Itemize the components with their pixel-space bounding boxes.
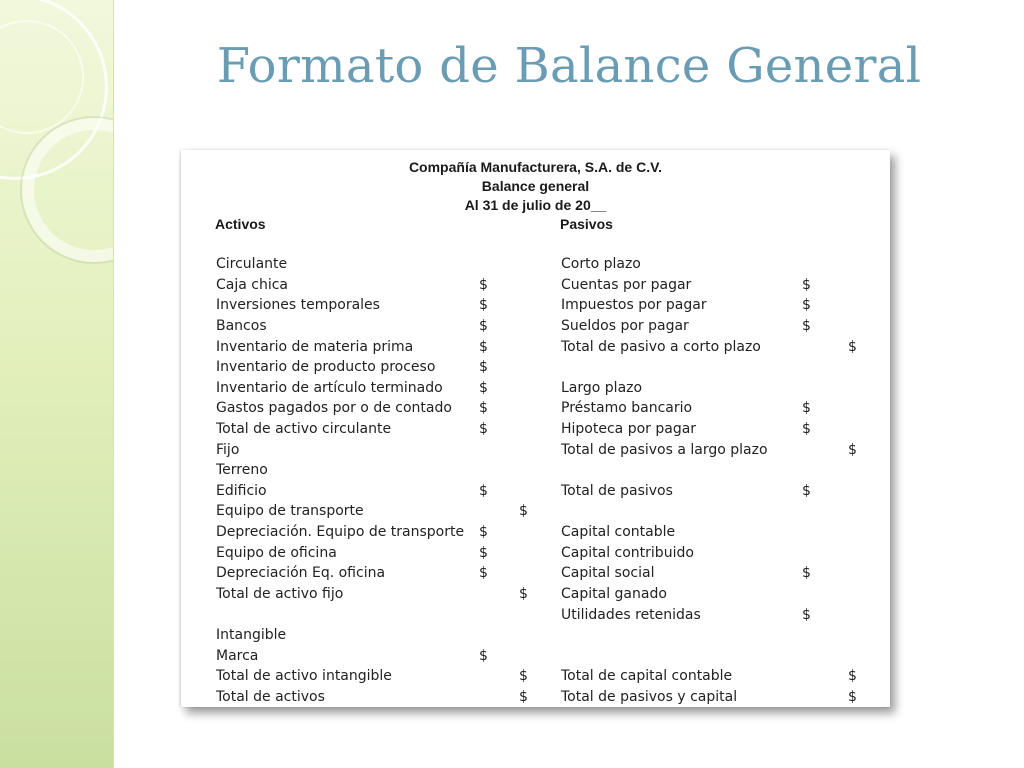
amount-column-1: $ — [479, 524, 488, 541]
liability-line — [561, 522, 861, 542]
amount-column-1: $ — [479, 276, 488, 293]
asset-line — [216, 357, 546, 377]
amount-column-1: $ — [479, 565, 488, 582]
liability-line — [561, 605, 861, 625]
asset-line — [216, 440, 546, 460]
liabilities-heading: Pasivos — [560, 216, 613, 232]
liability-line-label: Total de pasivo a corto plazo — [561, 338, 761, 355]
asset-line-label: Inversiones temporales — [216, 297, 380, 314]
decorative-sidebar — [0, 0, 114, 768]
liability-line — [561, 584, 861, 604]
asset-line-label: Inventario de materia prima — [216, 338, 414, 355]
liability-line-label: Total de pasivos — [561, 482, 673, 499]
asset-line-label: Depreciación. Equipo de transporte — [216, 524, 465, 541]
amount-column-2: $ — [519, 503, 528, 520]
asset-line-label: Total de activo fijo — [216, 585, 344, 602]
asset-line — [216, 337, 546, 357]
liability-line — [561, 398, 861, 418]
asset-line — [216, 646, 546, 666]
amount-column-1: $ — [802, 606, 811, 623]
asset-line — [216, 625, 546, 645]
liability-line-label: Utilidades retenidas — [561, 606, 701, 623]
liability-line — [561, 563, 861, 583]
liability-line — [561, 543, 861, 563]
liability-line — [561, 646, 861, 666]
liability-line-label: Total de pasivos y capital — [561, 689, 738, 705]
liability-line-label: Total de pasivos a largo plazo — [561, 441, 768, 458]
asset-line-label: Bancos — [216, 317, 267, 334]
asset-line — [216, 254, 546, 274]
asset-line — [216, 419, 546, 439]
liability-line — [561, 460, 861, 480]
liability-line-label: Capital ganado — [561, 585, 667, 602]
asset-line — [216, 584, 546, 604]
liability-line — [561, 440, 861, 460]
liability-line-label: Largo plazo — [561, 379, 643, 396]
asset-line-label: Inventario de artículo terminado — [216, 379, 443, 396]
amount-column-2: $ — [848, 441, 857, 458]
liability-line — [561, 419, 861, 439]
liability-line-label: Corto plazo — [561, 256, 641, 272]
liability-line — [561, 254, 861, 274]
liability-line-label: Capital contribuido — [561, 544, 694, 561]
liability-line — [561, 625, 861, 645]
liability-line — [561, 357, 861, 377]
asset-line-label: Marca — [216, 647, 259, 664]
liability-line — [561, 481, 861, 501]
amount-column-2: $ — [848, 338, 857, 355]
amount-column-2: $ — [848, 689, 857, 705]
amount-column-1: $ — [479, 482, 488, 499]
asset-line-label: Depreciación Eq. oficina — [216, 565, 386, 582]
asset-line-label: Circulante — [216, 256, 288, 272]
amount-column-1: $ — [802, 297, 811, 314]
amount-column-1: $ — [802, 482, 811, 499]
amount-column-1: $ — [802, 400, 811, 417]
amount-column-2: $ — [519, 689, 528, 705]
asset-line — [216, 316, 546, 336]
liability-line-label: Cuentas por pagar — [561, 276, 692, 293]
liability-line-label: Hipoteca por pagar — [561, 421, 697, 437]
company-name: Compañía Manufacturera, S.A. de C.V. — [408, 159, 663, 175]
statement-title: Balance general — [481, 178, 590, 194]
liability-line-label: Préstamo bancario — [561, 400, 693, 417]
amount-column-1: $ — [479, 379, 488, 396]
assets-heading: Activos — [215, 216, 266, 232]
amount-column-1: $ — [802, 317, 811, 334]
amount-column-1: $ — [802, 565, 811, 582]
amount-column-2: $ — [848, 668, 857, 685]
amount-column-1: $ — [479, 400, 488, 417]
liability-line — [561, 295, 861, 315]
asset-line-label: Intangible — [216, 627, 287, 644]
asset-line — [216, 501, 546, 521]
amount-column-1: $ — [479, 338, 488, 355]
balance-lines — [181, 150, 890, 707]
amount-column-2: $ — [519, 668, 528, 685]
amount-column-1: $ — [479, 297, 488, 314]
amount-column-1: $ — [479, 359, 488, 376]
asset-line-label: Inventario de producto proceso — [216, 359, 436, 376]
liability-line-label: Impuestos por pagar — [561, 297, 707, 314]
amount-column-1: $ — [479, 647, 488, 664]
liability-line-label: Total de capital contable — [561, 668, 733, 685]
asset-line — [216, 687, 546, 707]
asset-line — [216, 481, 546, 501]
asset-line — [216, 666, 546, 686]
amount-column-1: $ — [479, 317, 488, 334]
asset-line — [216, 605, 546, 625]
amount-column-1: $ — [802, 421, 811, 437]
liability-line — [561, 666, 861, 686]
asset-line-label: Terreno — [216, 462, 268, 479]
balance-sheet-image — [181, 150, 890, 707]
statement-date: Al 31 de julio de 20__ — [464, 197, 607, 213]
asset-line — [216, 563, 546, 583]
asset-line-label: Equipo de oficina — [216, 544, 337, 561]
liability-line — [561, 275, 861, 295]
asset-line — [216, 295, 546, 315]
asset-line — [216, 398, 546, 418]
asset-line-label: Total de activos — [216, 689, 325, 705]
asset-line-label: Total de activo circulante — [216, 421, 392, 437]
asset-line — [216, 378, 546, 398]
liability-line — [561, 316, 861, 336]
asset-line-label: Caja chica — [216, 276, 289, 293]
liability-line-label: Capital contable — [561, 524, 676, 541]
asset-line — [216, 275, 546, 295]
asset-line — [216, 543, 546, 563]
liability-line-label: Sueldos por pagar — [561, 317, 689, 334]
asset-line — [216, 460, 546, 480]
liability-line — [561, 337, 861, 357]
asset-line-label: Total de activo intangible — [216, 668, 392, 685]
asset-line-label: Edificio — [216, 482, 267, 499]
amount-column-1: $ — [479, 421, 488, 437]
amount-column-1: $ — [479, 544, 488, 561]
asset-line-label: Fijo — [216, 441, 240, 458]
liability-line — [561, 501, 861, 521]
liability-line-label: Capital social — [561, 565, 655, 582]
slide-title: Formato de Balance General — [216, 38, 922, 94]
liability-line — [561, 378, 861, 398]
asset-line-label: Equipo de transporte — [216, 503, 364, 520]
asset-line-label: Gastos pagados por o de contado — [216, 400, 452, 417]
liability-line — [561, 687, 861, 707]
amount-column-1: $ — [802, 276, 811, 293]
asset-line — [216, 522, 546, 542]
amount-column-2: $ — [519, 585, 528, 602]
